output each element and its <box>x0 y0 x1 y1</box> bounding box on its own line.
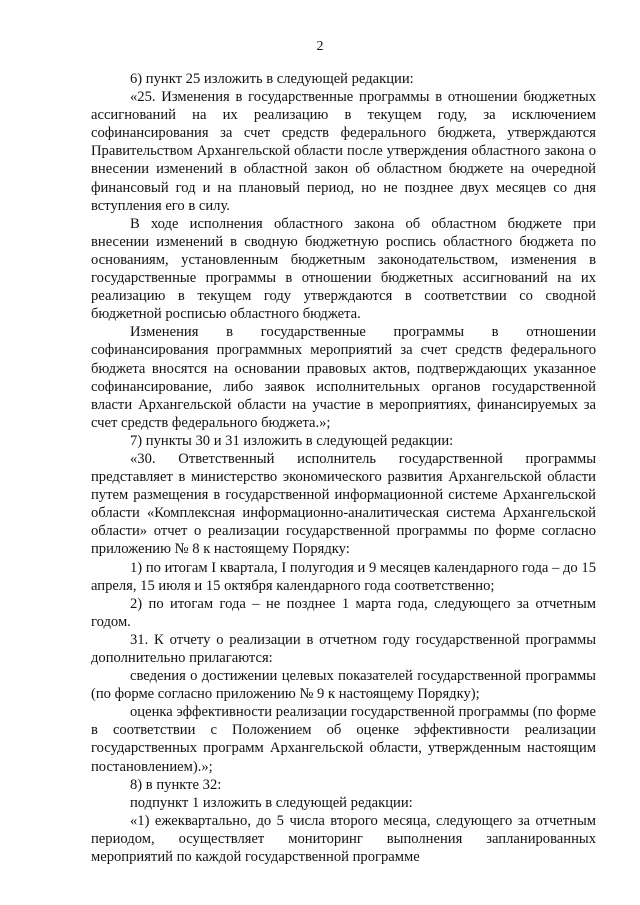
clause-31-targets-paragraph: сведения о достижении целевых показателей государственной программы (по форме согласно приложению № 9 к настоящему Порядку); <box>91 668 596 703</box>
clause-30-paragraph: «30. Ответственный исполнитель государственной программы представляет в министерство экономического развития Архангельской области путем размещения в государственной информационной системе Архангельской области «Комплексная информационно-аналитическая система Архангельской области» отчет о реализации государственной программы по форме согласно приложению № 8 к настоящему Порядку: <box>91 450 596 558</box>
item-7-heading: 7) пункты 30 и 31 изложить в следующей редакции: <box>130 432 454 449</box>
clause-25-cofinancing-paragraph: Изменения в государственные программы в отношении софинансирования программных мероприятий за счет средств федерального бюджета вносятся на основании правовых актов, подтверждающих указанное софинансирование, либо заявок исполнительных органов государственной власти Архангельской области на участие в мероприятиях, финансируемых за счет средств федерального бюджета.»; <box>91 324 596 431</box>
clause-30-subitem-1: 1) по итогам I квартала, I полугодия и 9 месяцев календарного года – до 15 апреля, 15 июля и 15 октября календарного года соответственно; <box>91 559 596 594</box>
clause-30-subitem-2: 2) по итогам года – не позднее 1 марта года, следующего за отчетным годом. <box>91 595 596 630</box>
document-body <box>91 70 596 866</box>
clause-25-paragraph: «25. Изменения в государственные программы в отношении бюджетных ассигнований на их реализацию в текущем году, за исключением софинансирования за счет средств федерального бюджета, утверждаются Правительством Архангельской области после утверждения областного закона о внесении изменений в областной закон об областном бюджете на очередной финансовый год и на плановый период, но не позднее двух месяцев со дня вступления его в силу. <box>91 89 596 214</box>
page-number: 2 <box>316 39 324 54</box>
subitem-1-text: «1) ежеквартально, до 5 числа второго месяца, следующего за отчетным периодом, осуществляет мониторинг выполнения запланированных мероприятий по каждой государственной программе <box>91 812 596 866</box>
item-8-heading: 8) в пункте 32: <box>130 776 222 793</box>
item-6-heading: 6) пункт 25 изложить в следующей редакции: <box>130 71 414 87</box>
subitem-1-heading: подпункт 1 изложить в следующей редакции: <box>130 794 413 811</box>
clause-31-efficiency-paragraph: оценка эффективности реализации государственной программы (по форме в соответствии с Положением об оценке эффективности реализации государственных программ Архангельской области, утвержденным настоящим постановлением).»; <box>91 704 596 775</box>
clause-31-paragraph: 31. К отчету о реализации в отчетном году государственной программы дополнительно прилагаются: <box>91 631 596 666</box>
clause-25-execution-paragraph: В ходе исполнения областного закона об областном бюджете при внесении изменений в сводную бюджетную роспись областного бюджета по основаниям, установленным бюджетным законодательством, изменения в государственные программы в отношении бюджетных ассигнований на их реализацию в текущем году утверждаются в соответствии со сводной бюджетной росписью областного бюджета. <box>91 215 596 323</box>
